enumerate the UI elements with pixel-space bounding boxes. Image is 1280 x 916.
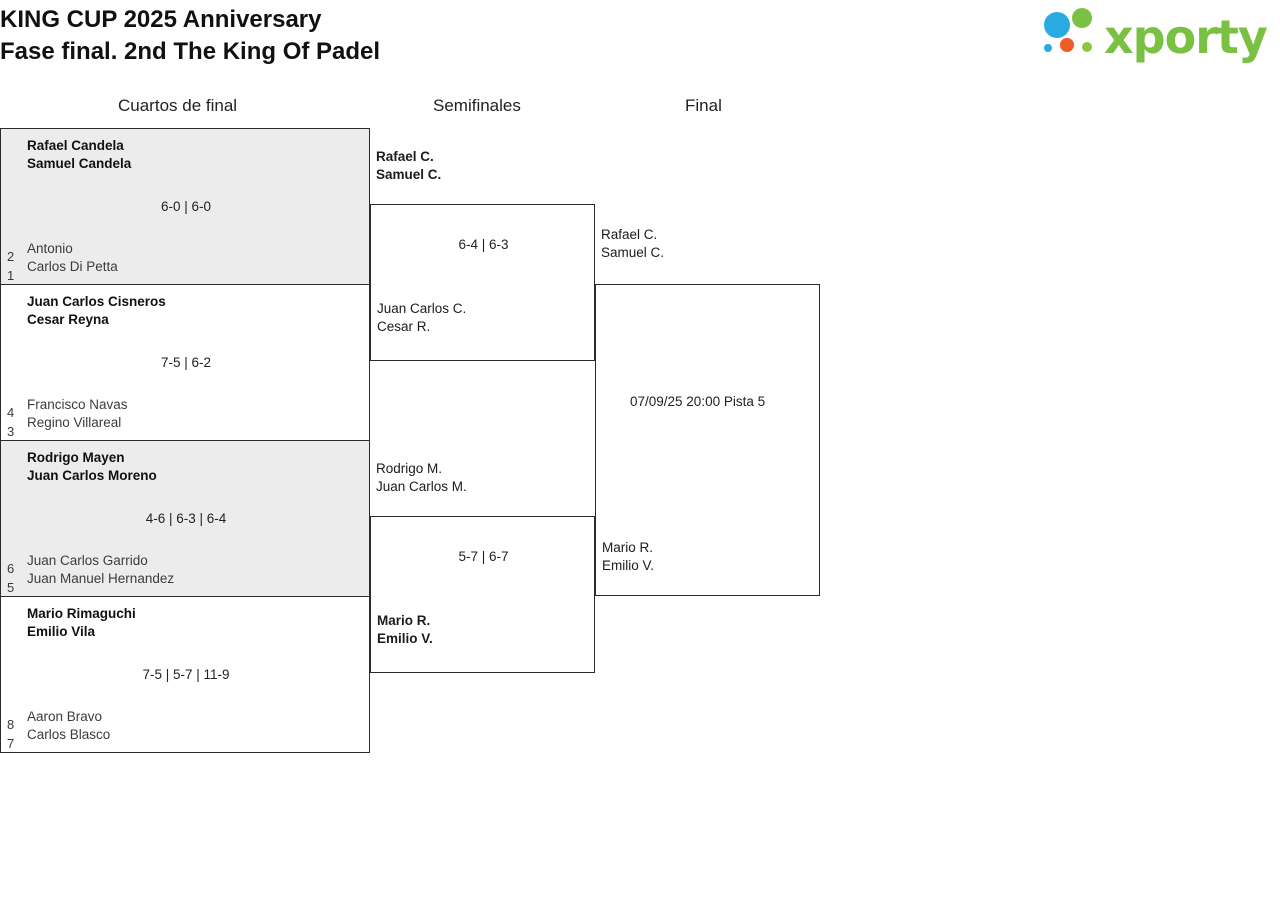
team-player-1: Juan Carlos Garrido [27,553,148,568]
seed-number: 1 [7,268,15,283]
semifinal-2-team-bottom-player-2: Emilio V. [377,631,433,646]
team-player-1: Rodrigo Mayen [27,450,125,465]
semifinal-1-team-bottom-player-1: Juan Carlos C. [377,301,467,316]
match-score: 6-0 | 6-0 [160,199,212,214]
team-player-1: Aaron Bravo [27,709,103,724]
logo-dot-blue-large [1044,12,1070,38]
final-team-bottom-player-2: Emilio V. [602,558,655,573]
team-player-1: Francisco Navas [27,397,128,412]
match-score: 5-7 | 6-7 [458,549,509,564]
semifinal-2-team-top-player-1: Rodrigo M. [376,461,443,476]
semifinal-1-team-bottom-player-2: Cesar R. [377,319,431,334]
team-player-2: Samuel Candela [27,156,132,171]
team-player-2: Juan Carlos Moreno [27,468,157,483]
semifinal-2-team-top-player-2: Juan Carlos M. [376,479,467,494]
match-score: 4-6 | 6-3 | 6-4 [145,511,227,526]
team-player-1: Antonio [27,241,73,256]
round-header-quarterfinals: Cuartos de final [118,96,238,115]
team-player-1: Mario Rimaguchi [27,606,136,621]
seed-number: 8 [7,717,15,732]
xporty-logo [1044,8,1274,66]
seed-number: 4 [7,405,15,420]
final-team-top-player-2: Samuel C. [601,245,665,260]
round-header-final: Final [685,96,722,115]
match-score: 6-4 | 6-3 [458,237,509,252]
seed-number: 3 [7,424,15,439]
team-player-2: Juan Manuel Hernandez [27,571,175,586]
team-player-1: Juan Carlos Cisneros [27,294,166,309]
team-player-2: Regino Villareal [27,415,122,430]
semifinal-1-team-top-player-2: Samuel C. [376,167,442,182]
match-quarterfinal-2[interactable] [0,284,370,441]
title-line-1: KING CUP 2025 Anniversary [0,6,322,33]
tournament-title [0,4,900,68]
semifinal-1-team-top-player-1: Rafael C. [376,149,434,164]
final-schedule: 07/09/25 20:00 Pista 5 [630,394,766,409]
match-quarterfinal-1[interactable] [0,128,370,285]
match-quarterfinal-4[interactable] [0,596,370,753]
match-quarterfinal-3[interactable] [0,440,370,597]
match-score: 7-5 | 6-2 [160,355,212,370]
seed-number: 2 [7,249,15,264]
team-player-2: Emilio Vila [27,624,96,639]
team-player-2: Cesar Reyna [27,312,109,327]
match-final[interactable] [595,284,820,596]
team-player-2: Carlos Blasco [27,727,111,742]
logo-wordmark: xporty [1104,10,1267,64]
final-team-bottom-player-1: Mario R. [602,540,654,555]
match-semifinal-2[interactable] [370,516,595,673]
round-header-semifinals: Semifinales [433,96,521,115]
final-team-top-player-1: Rafael C. [601,227,658,242]
logo-dot-green-large [1072,8,1092,28]
seed-number: 7 [7,736,15,751]
semifinal-2-team-bottom-player-1: Mario R. [377,613,431,628]
team-player-2: Carlos Di Petta [27,259,118,274]
team-player-1: Rafael Candela [27,138,124,153]
title-line-2: Fase final. 2nd The King Of Padel [0,38,381,65]
logo-dot-orange [1060,38,1074,52]
logo-dot-blue-small [1044,44,1052,52]
logo-dot-green-small [1082,42,1092,52]
seed-number: 6 [7,561,15,576]
match-semifinal-1[interactable] [370,204,595,361]
match-score: 7-5 | 5-7 | 11-9 [142,667,230,682]
seed-number: 5 [7,580,15,595]
